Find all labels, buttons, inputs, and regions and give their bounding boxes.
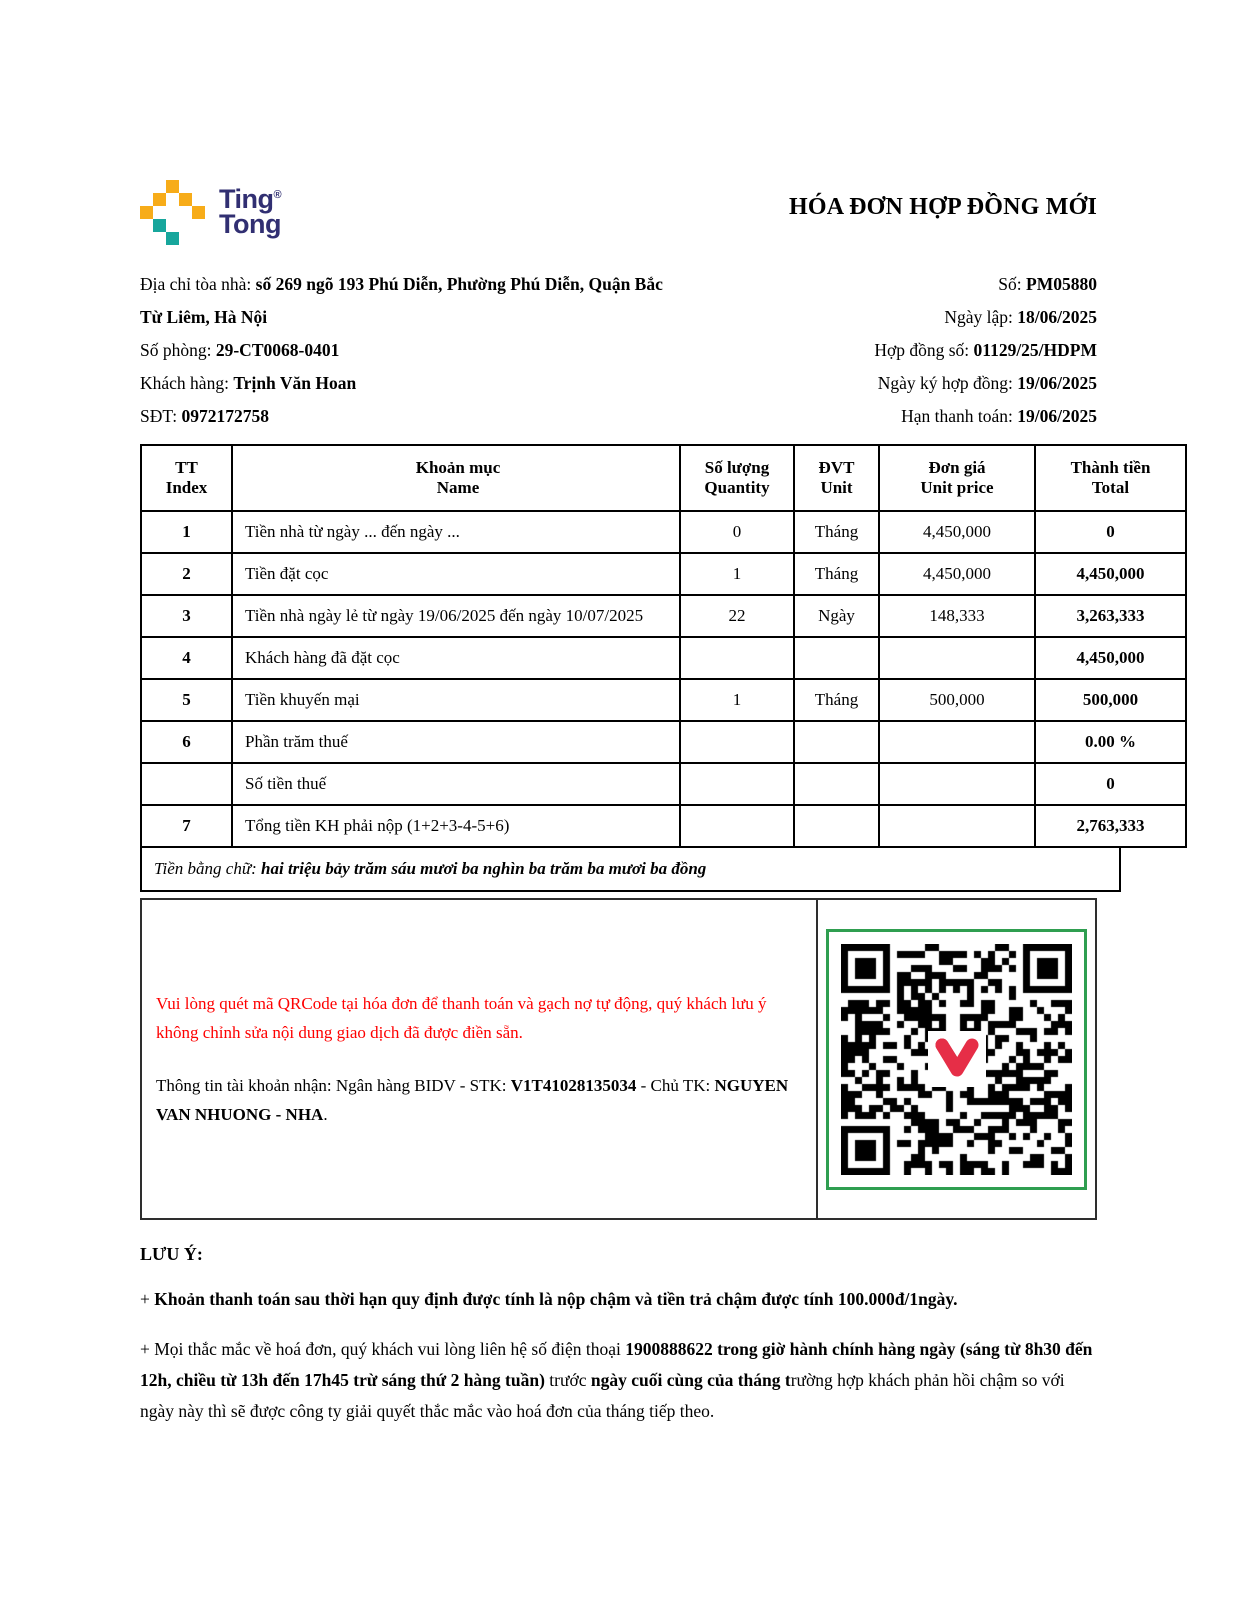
invoice-number-line: Số: PM05880 (998, 274, 1097, 294)
cell-price: 4,450,000 (879, 511, 1035, 553)
cell-index: 3 (141, 595, 232, 637)
customer-name-line: Khách hàng: Trịnh Văn Hoan (140, 373, 357, 393)
amount-in-words: Tiền bằng chữ: hai triệu bảy trăm sáu mươi ba nghìn ba trăm ba mươi ba đồng (140, 848, 1121, 892)
cell-total: 4,450,000 (1035, 637, 1186, 679)
cell-price (879, 721, 1035, 763)
logo-pixel (179, 193, 192, 206)
invoice-page (140, 180, 1151, 1427)
cell-total: 4,450,000 (1035, 553, 1186, 595)
room-number-line: Số phòng: 29-CT0068-0401 (140, 340, 340, 360)
cell-unit (794, 763, 879, 805)
header (140, 180, 1097, 254)
logo-pixel (166, 232, 179, 245)
cell-price: 4,450,000 (879, 553, 1035, 595)
qr-code (826, 929, 1087, 1190)
vietqr-heart-icon (928, 1031, 986, 1087)
cell-unit (794, 637, 879, 679)
logo-word-top: Ting® (219, 184, 282, 214)
cell-qty: 0 (680, 511, 794, 553)
header-total: Thành tiền Total (1035, 445, 1186, 511)
cell-name: Số tiền thuế (232, 763, 680, 805)
cell-total: 500,000 (1035, 679, 1186, 721)
logo-pixel (140, 206, 153, 219)
cell-qty (680, 637, 794, 679)
table-row (141, 721, 1186, 763)
table-row (141, 679, 1186, 721)
cell-qty (680, 763, 794, 805)
issue-date-line: Ngày lập: 18/06/2025 (944, 307, 1097, 327)
table-row (141, 805, 1186, 847)
cell-index: 1 (141, 511, 232, 553)
account-number: V1T41028135034 (510, 1076, 637, 1095)
cell-unit: Tháng (794, 679, 879, 721)
cell-price (879, 763, 1035, 805)
cell-index: 7 (141, 805, 232, 847)
phone-line: SĐT: 0972172758 (140, 406, 269, 426)
registered-mark: ® (273, 189, 282, 201)
cell-unit: Tháng (794, 511, 879, 553)
header-unit-price: Đơn giá Unit price (879, 445, 1035, 511)
cell-total: 3,263,333 (1035, 595, 1186, 637)
logo-pixel (192, 206, 205, 219)
cell-unit (794, 721, 879, 763)
cell-price (879, 637, 1035, 679)
cell-name: Tiền khuyến mại (232, 679, 680, 721)
invoice-meta (874, 268, 1097, 433)
cell-name: Khách hàng đã đặt cọc (232, 637, 680, 679)
cell-total: 0 (1035, 511, 1186, 553)
cell-total: 0 (1035, 763, 1186, 805)
info-section (140, 268, 1097, 433)
header-index: TT Index (141, 445, 232, 511)
customer-info (140, 268, 680, 433)
payment-instructions (142, 900, 818, 1218)
cell-price: 500,000 (879, 679, 1035, 721)
document-title: HÓA ĐƠN HỢP ĐỒNG MỚI (788, 194, 1097, 220)
contract-number-line: Hợp đồng số: 01129/25/HDPM (874, 340, 1097, 360)
logo-word-bottom: Tong (219, 209, 281, 239)
note-late-payment: + Khoản thanh toán sau thời hạn quy định được tính là nộp chậm và tiền trả chậm được tính 100.000đ/1ngày. (140, 1289, 958, 1309)
cell-name: Tiền nhà từ ngày ... đến ngày ... (232, 511, 680, 553)
cell-qty: 1 (680, 553, 794, 595)
payment-due-line: Hạn thanh toán: 19/06/2025 (901, 406, 1097, 426)
cell-name: Tổng tiền KH phải nộp (1+2+3-4-5+6) (232, 805, 680, 847)
logo-pixel (153, 193, 166, 206)
table-row (141, 637, 1186, 679)
cell-index: 2 (141, 553, 232, 595)
cell-total: 2,763,333 (1035, 805, 1186, 847)
cell-index: 5 (141, 679, 232, 721)
cell-name: Phần trăm thuế (232, 721, 680, 763)
logo-wordmark (219, 183, 281, 237)
cell-price: 148,333 (879, 595, 1035, 637)
logo-pixel (166, 180, 179, 193)
contract-sign-date-line: Ngày ký hợp đồng: 19/06/2025 (877, 373, 1097, 393)
cell-name: Tiền nhà ngày lẻ từ ngày 19/06/2025 đến ngày 10/07/2025 (232, 595, 680, 637)
invoice-table-body (141, 511, 1186, 847)
cell-qty: 1 (680, 679, 794, 721)
note-hotline: + Mọi thắc mắc về hoá đơn, quý khách vui lòng liên hệ số điện thoại 1900888622 trong giờ hành chính hàng ngày (sáng từ 8h30 đến 12h, chiều từ 13h đến 17h45 trừ sáng thứ 2 hàng tuần) trước ngày cuối cùng của tháng trường hợp khách phản hồi chậm so với ngày này thì sẽ được công ty giải quyết thắc mắc vào hoá đơn của tháng tiếp theo. (140, 1339, 1093, 1421)
cell-unit: Tháng (794, 553, 879, 595)
tingtong-logo-icon (140, 180, 205, 245)
cell-index: 6 (141, 721, 232, 763)
invoice-table (140, 444, 1187, 848)
cell-unit (794, 805, 879, 847)
qr-warning-text: Vui lòng quét mã QRCode tại hóa đơn để thanh toán và gạch nợ tự động, quý khách lưu ý không chỉnh sửa nội dung giao dịch đã được điền sẵn. (156, 994, 767, 1042)
cell-name: Tiền đặt cọc (232, 553, 680, 595)
cell-price (879, 805, 1035, 847)
notes-section (140, 1244, 1097, 1427)
table-row (141, 595, 1186, 637)
header-name: Khoản mục Name (232, 445, 680, 511)
header-row (141, 445, 1186, 511)
header-unit: ĐVT Unit (794, 445, 879, 511)
cell-qty: 22 (680, 595, 794, 637)
cell-unit: Ngày (794, 595, 879, 637)
cell-qty (680, 805, 794, 847)
cell-index: 4 (141, 637, 232, 679)
tingtong-logo (140, 180, 281, 245)
cell-index (141, 763, 232, 805)
account-holder: NGUYEN VAN NHUONG - NHA (156, 1076, 789, 1124)
invoice-table-head (141, 445, 1186, 511)
table-row (141, 511, 1186, 553)
logo-pixel (153, 219, 166, 232)
cell-total: 0.00 % (1035, 721, 1186, 763)
building-address-line: Địa chỉ tòa nhà: số 269 ngõ 193 Phú Diễn, Phường Phú Diễn, Quận Bắc Từ Liêm, Hà Nội (140, 274, 663, 327)
cell-qty (680, 721, 794, 763)
table-row (141, 553, 1186, 595)
header-quantity: Số lượng Quantity (680, 445, 794, 511)
bank-account-info: Thông tin tài khoản nhận: Ngân hàng BIDV - STK: V1T41028135034 - Chủ TK: NGUYEN VAN NHUONG - NHA. (156, 1076, 789, 1124)
qr-area (818, 900, 1095, 1218)
payment-section (140, 898, 1097, 1220)
table-row (141, 763, 1186, 805)
notes-heading: LƯU Ý: (140, 1244, 203, 1264)
